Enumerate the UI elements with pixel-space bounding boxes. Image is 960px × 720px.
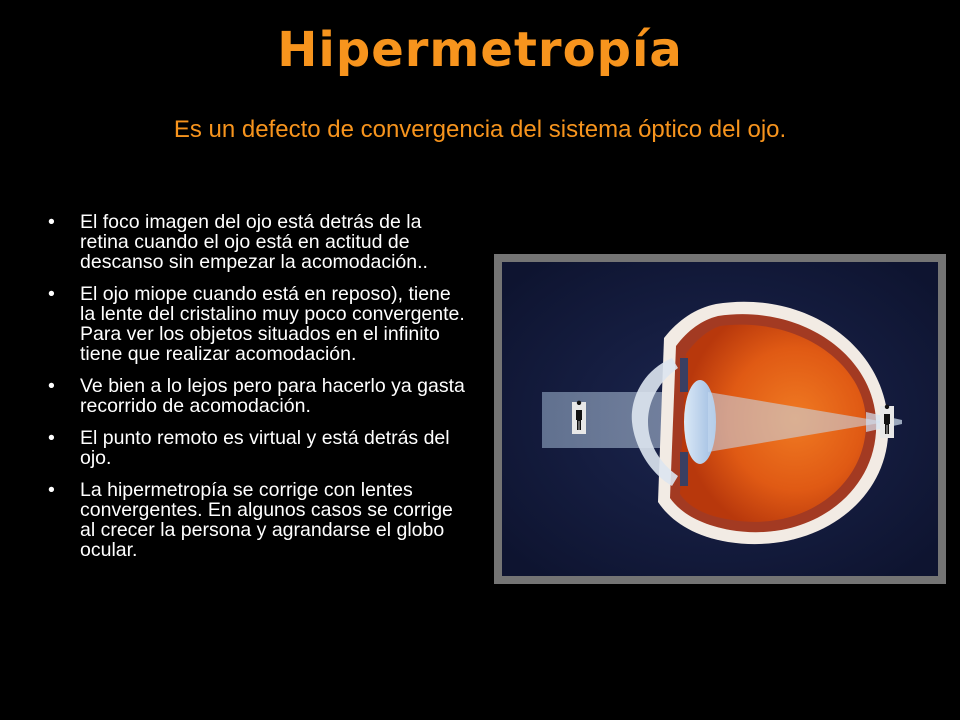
bullet-item	[46, 480, 466, 560]
bullet-text: El foco imagen del ojo está detrás de la retina cuando el ojo está en actitud de descanso sin empezar la acomodación..	[80, 211, 428, 273]
bullet-item	[46, 428, 466, 468]
bullet-text: La hipermetropía se corrige con lentes convergentes. En algunos casos se corrige al crecer la persona y agrandarse el globo ocular.	[80, 479, 453, 561]
bullet-text: El punto remoto es virtual y está detrás del ojo.	[80, 427, 450, 469]
bullet-list	[46, 212, 466, 572]
bullet-dot: •	[48, 479, 55, 501]
bullet-dot: •	[48, 283, 55, 305]
bullet-item	[46, 376, 466, 416]
slide-subtitle: Es un defecto de convergencia del sistema óptico del ojo.	[173, 116, 787, 143]
iris	[680, 452, 688, 486]
iris	[680, 358, 688, 392]
bullet-item	[46, 284, 466, 364]
eye-diagram-frame	[494, 254, 946, 584]
slide-title: Hipermetropía	[277, 22, 683, 78]
eye-cross-section-icon	[502, 262, 938, 576]
bullet-dot: •	[48, 427, 55, 449]
bullet-dot: •	[48, 211, 55, 233]
bullet-text: El ojo miope cuando está en reposo), tiene la lente del cristalino muy poco convergente. Para ver los objetos situados en el infinito tiene que realizar acomodación.	[80, 283, 465, 365]
bullet-item	[46, 212, 466, 272]
bullet-dot: •	[48, 375, 55, 397]
bullet-text: Ve bien a lo lejos pero para hacerlo ya gasta recorrido de acomodación.	[80, 375, 465, 417]
